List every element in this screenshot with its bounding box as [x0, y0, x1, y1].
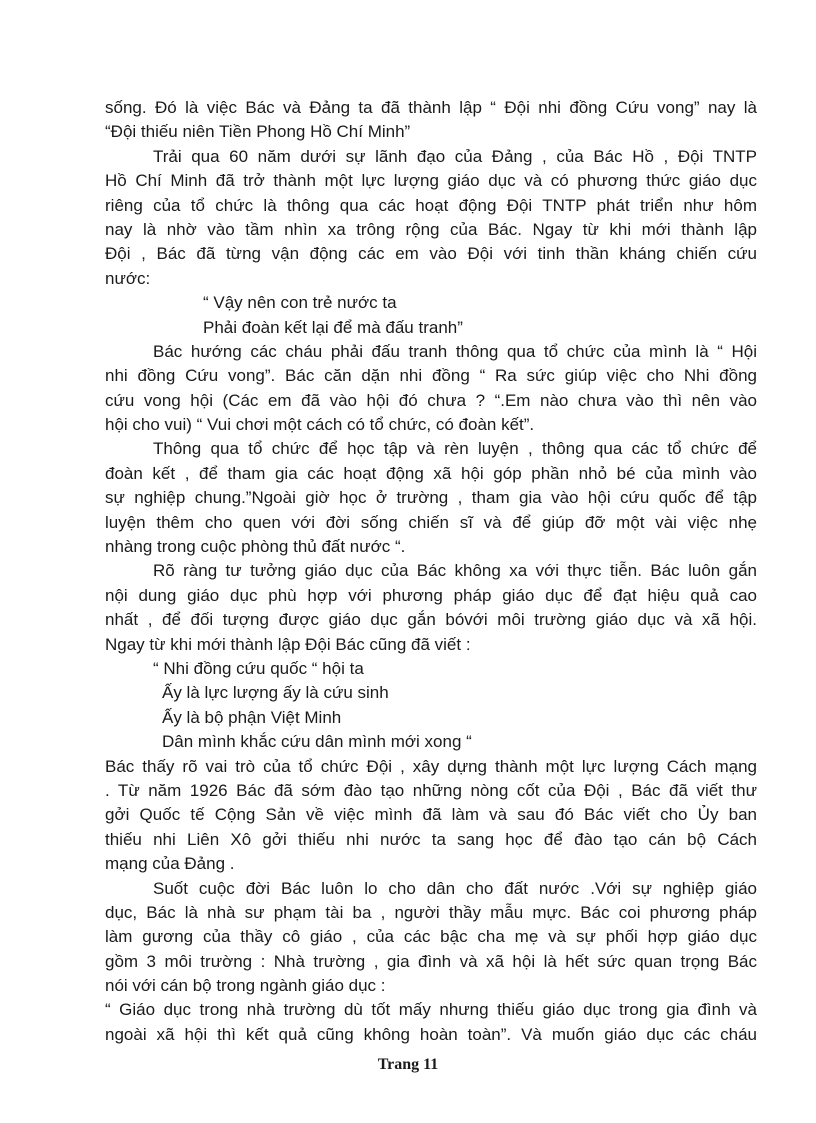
text-line: thiếu nhi Liên Xô gởi thiếu nhi nước ta sang học để đào tạo cán bộ Cách [105, 829, 757, 849]
text-line: “ Nhi đồng cứu quốc “ hội ta [153, 658, 364, 678]
text-line: Thông qua tổ chức để học tập và rèn luyện , thông qua các tổ chức để [153, 439, 757, 459]
text-line: Ấy là lực lượng ấy là cứu sinh [162, 683, 389, 703]
text-line: nước: [105, 268, 151, 288]
text-line: nhàng trong cuộc phòng thủ đất nước “. [105, 537, 406, 557]
text-line: cứu vong hội (Các em đã vào hội đó chưa ? “.Em nào chưa vào thì nên vào [105, 390, 757, 410]
text-line: Trải qua 60 năm dưới sự lãnh đạo của Đảng , của Bác Hồ , Đội TNTP [153, 146, 757, 166]
text-line: sống. Đó là việc Bác và Đảng ta đã thành lập “ Đội nhi đồng Cứu vong” nay là [105, 98, 757, 117]
text-line: Hồ Chí Minh đã trở thành một lực lượng giáo dục và có phương thức giáo dục [105, 171, 757, 191]
text-line: mạng của Đảng . [105, 854, 235, 874]
text-line: riêng của tổ chức là thông qua các hoạt động Đội TNTP phát triển như hôm [105, 195, 757, 215]
page-number: Trang 11 [377, 1056, 439, 1073]
text-line: “ Vậy nên con trẻ nước ta [203, 293, 397, 313]
text-line: Đội , Bác đã từng vận động các em vào Đội với tinh thần kháng chiến cứu [105, 244, 757, 264]
text-line: Phải đoàn kết lại để mà đấu tranh” [203, 317, 463, 337]
text-line: nói với cán bộ trong ngành giáo dục : [105, 976, 386, 996]
text-line: nhi đồng Cứu vong”. Bác căn dặn nhi đồng “ Ra sức giúp việc cho Nhi đồng [105, 366, 757, 386]
text-line: luyện thêm cho quen với đời sống chiến sĩ và để giúp đỡ một vài việc nhẹ [105, 512, 757, 532]
text-line: đoàn kết , để tham gia các hoạt động xã hội góp phần nhỏ bé của mình vào [105, 463, 757, 483]
text-line: Bác hướng các cháu phải đấu tranh thông qua tổ chức của mình là “ Hội [153, 341, 757, 361]
text-line: . Từ năm 1926 Bác đã sớm đào tạo những nòng cốt của Đội , Bác đã viết thư [105, 780, 757, 800]
text-line: Rõ ràng tư tưởng giáo dục của Bác không xa với thực tiễn. Bác luôn gắn [153, 561, 757, 581]
text-line: nhất , để đối tượng được giáo dục gắn bóvới môi trường giáo dục và xã hội. [105, 610, 757, 630]
text-line: Ấy là bộ phận Việt Minh [162, 707, 342, 727]
text-line: sự nghiệp chung.”Ngoài giờ học ở trường , tham gia vào hội cứu quốc để tập [105, 488, 757, 508]
text-line: gởi Quốc tế Cộng Sản về việc mình đã làm và sau đó Bác viết cho Ủy ban [105, 805, 757, 825]
text-line: “ Giáo dục trong nhà trường dù tốt mấy nhưng thiếu giáo dục trong gia đình và [105, 1000, 757, 1020]
text-line: Ngay từ khi mới thành lập Đội Bác cũng đã viết : [105, 634, 471, 654]
text-line: Bác thấy rõ vai trò của tổ chức Đội , xây dựng thành một lực lượng Cách mạng [105, 756, 757, 776]
text-line: dục, Bác là nhà sư phạm tài ba , người thầy mẫu mực. Bác coi phương pháp [105, 902, 757, 922]
text-line: nội dung giáo dục phù hợp với phương pháp giáo dục để đạt hiệu quả cao [105, 585, 757, 605]
body-text [105, 96, 757, 1047]
text-line: nay là nhờ vào tầm nhìn xa trông rộng của Bác. Ngay từ khi mới thành lập [105, 219, 757, 239]
text-line: ngoài xã hội thì kết quả cũng không hoàn toàn”. Và muốn giáo dục các cháu [105, 1024, 757, 1044]
text-line: “Đội thiếu niên Tiền Phong Hồ Chí Minh” [105, 122, 411, 142]
text-line: làm gương của thầy cô giáo , của các bậc cha mẹ và sự phối hợp giáo dục [105, 927, 757, 947]
text-line: gồm 3 môi trường : Nhà trường , gia đình và xã hội là hết sức quan trọng Bác [105, 951, 757, 971]
text-line: Dân mình khắc cứu dân mình mới xong “ [162, 732, 472, 752]
text-line: Suốt cuộc đời Bác luôn lo cho dân cho đất nước .Với sự nghiệp giáo [153, 878, 757, 898]
text-line: hội cho vui) “ Vui chơi một cách có tổ chức, có đoàn kết”. [105, 415, 535, 435]
